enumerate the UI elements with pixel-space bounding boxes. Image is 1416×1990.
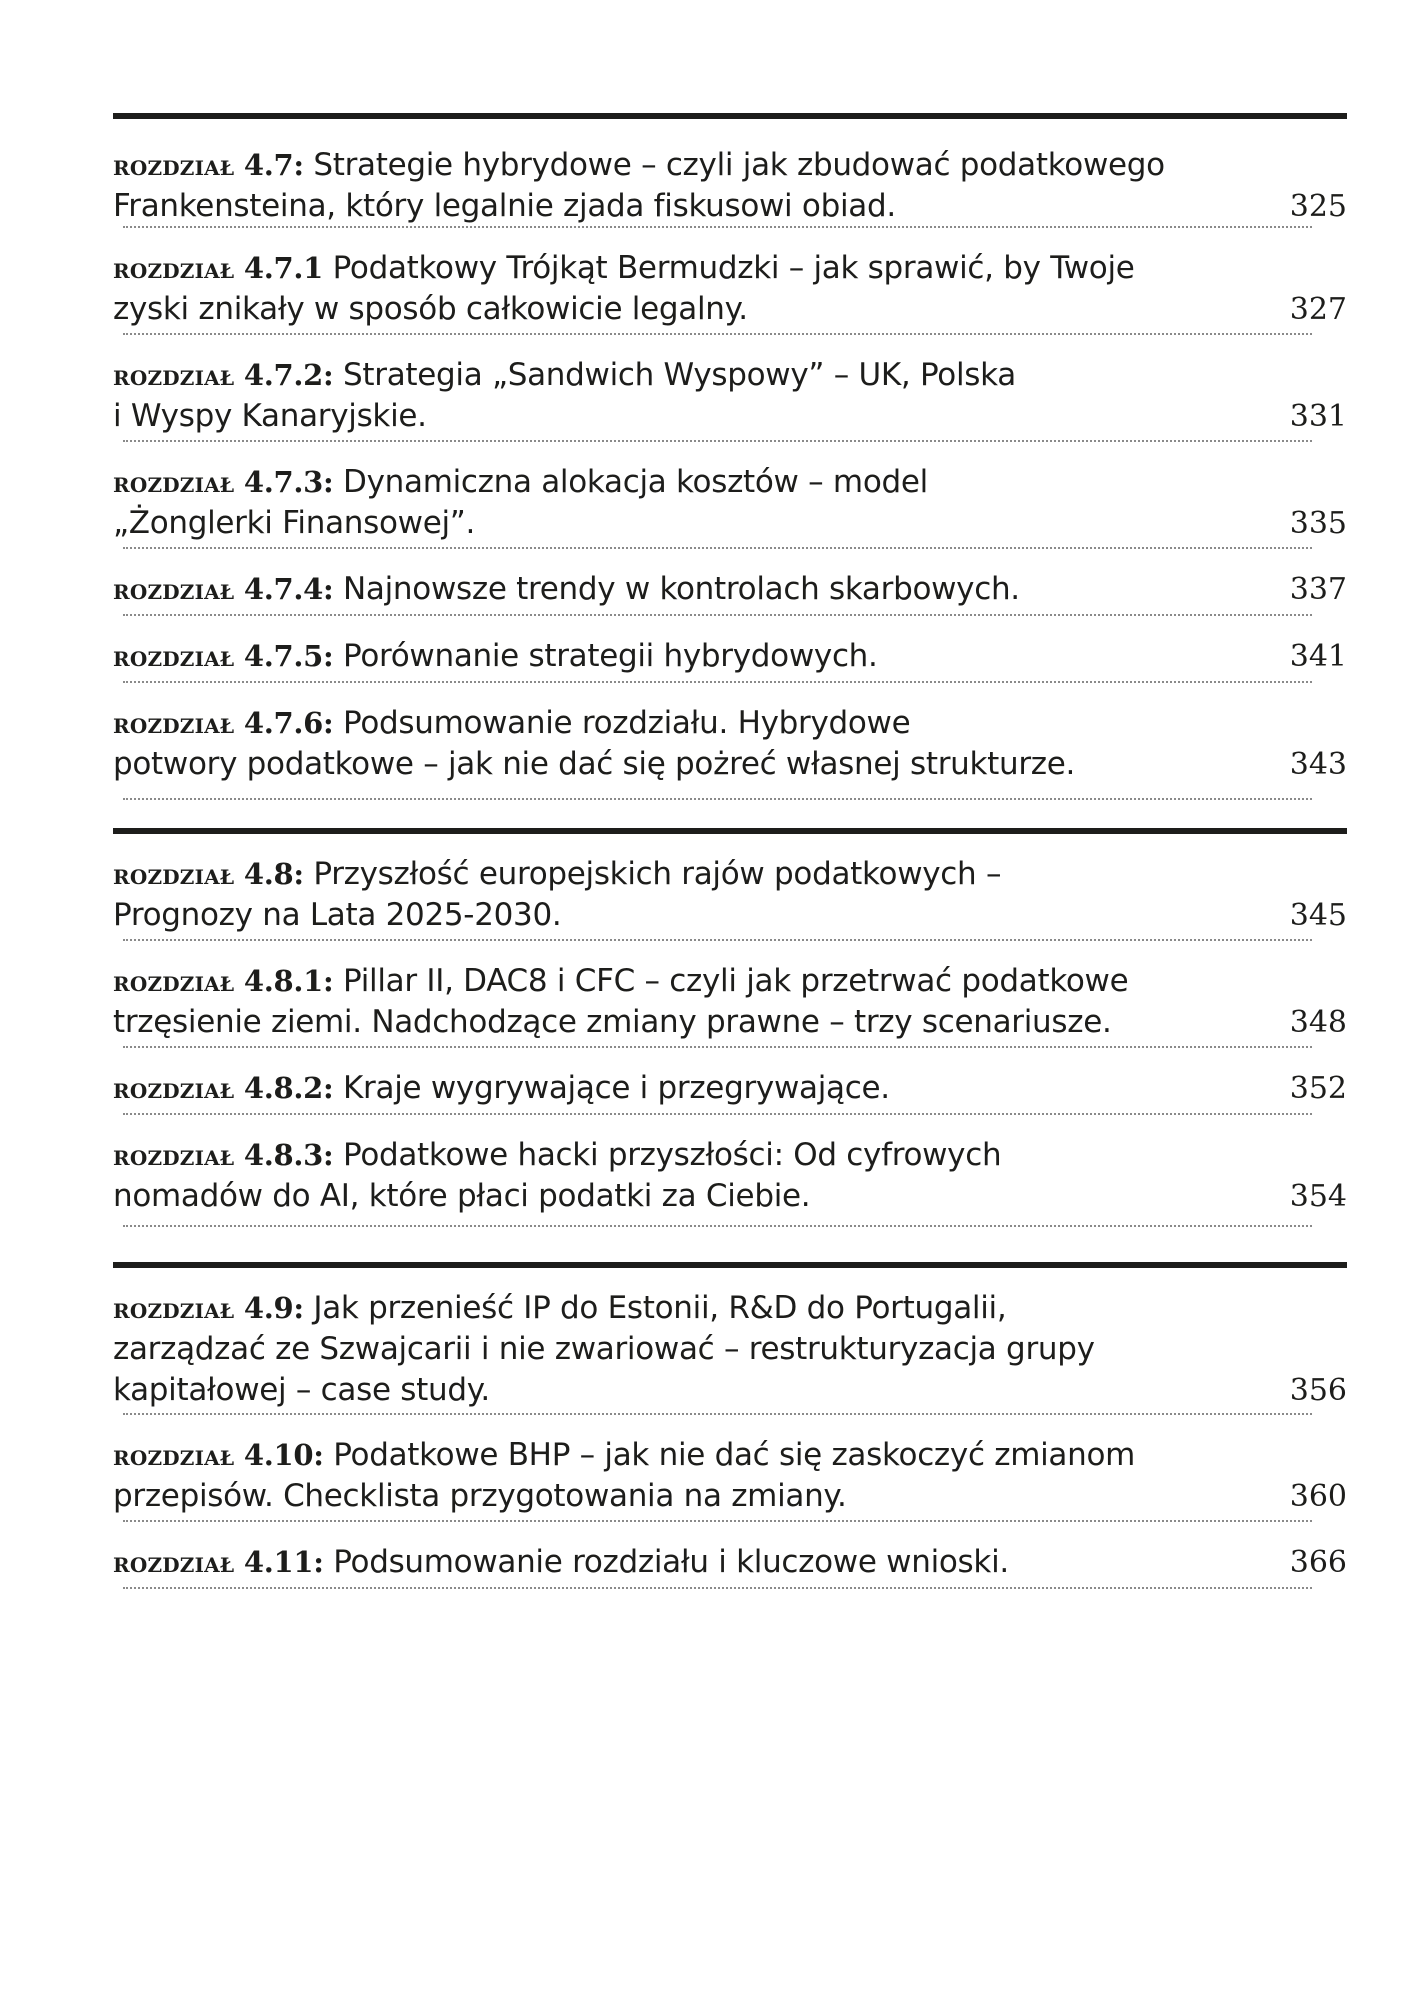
chapter-title-line-1: Strategie hybrydowe – czyli jak zbudować podatkowego	[313, 147, 1165, 183]
toc-entry[interactable]	[113, 854, 1347, 941]
chapter-title-line-1: Dynamiczna alokacja kosztów – model	[343, 464, 928, 500]
chapter-title-line-1: Podatkowy Trójkąt Bermudzki – jak sprawić, by Twoje	[332, 250, 1135, 286]
chapter-number: 4.8.3:	[243, 1138, 334, 1172]
chapter-title-line-2: i Wyspy Kanaryjskie.	[113, 398, 427, 434]
chapter-title-line-2: „Żonglerki Finansowej”.	[113, 505, 476, 541]
page-number: 360	[1289, 1479, 1347, 1514]
page-number: 337	[1289, 572, 1347, 607]
toc-section-1	[113, 113, 1347, 800]
toc-entry[interactable]	[113, 636, 1347, 683]
chapter-title-line-1: Porównanie strategii hybrydowych.	[343, 638, 878, 674]
chapter-title-line-2: Frankensteina, który legalnie zjada fiskusowi obiad.	[113, 188, 896, 224]
chapter-number: 4.7.6:	[243, 706, 334, 740]
chapter-number: 4.11:	[243, 1545, 324, 1579]
page-number: 335	[1289, 506, 1347, 541]
chapter-label: rozdział	[113, 1138, 235, 1172]
chapter-title-line-1: Przyszłość europejskich rajów podatkowych –	[313, 856, 1002, 892]
chapter-number: 4.7.2:	[243, 358, 334, 392]
toc-entry[interactable]	[113, 1135, 1347, 1227]
toc-entry[interactable]	[113, 1068, 1347, 1115]
chapter-title-line-2: potwory podatkowe – jak nie dać się pożreć własnej strukturze.	[113, 746, 1076, 782]
chapter-label: rozdział	[113, 1071, 235, 1105]
chapter-title-line-2: zyski znikały w sposób całkowicie legalny.	[113, 291, 748, 327]
chapter-title-line-1: Podsumowanie rozdziału. Hybrydowe	[343, 705, 911, 741]
toc-entry[interactable]	[113, 703, 1347, 800]
toc-entry[interactable]	[113, 355, 1347, 442]
page-number: 345	[1289, 898, 1347, 933]
chapter-title-line-2: nomadów do AI, które płaci podatki za Ciebie.	[113, 1178, 811, 1214]
page-number: 348	[1289, 1005, 1347, 1040]
chapter-number: 4.7:	[243, 148, 304, 182]
toc-entry[interactable]	[113, 961, 1347, 1048]
toc-entry[interactable]	[113, 1542, 1347, 1589]
chapter-label: rozdział	[113, 857, 235, 891]
chapter-title-line-2: przepisów. Checklista przygotowania na zmiany.	[113, 1478, 847, 1514]
chapter-number: 4.8.1:	[243, 964, 334, 998]
chapter-number: 4.8:	[243, 857, 304, 891]
page-number: 341	[1289, 639, 1347, 674]
page-number: 325	[1289, 189, 1347, 224]
chapter-title-line-1: Podatkowe hacki przyszłości: Od cyfrowych	[343, 1137, 1002, 1173]
toc-entry[interactable]	[113, 462, 1347, 549]
page-number: 356	[1289, 1373, 1347, 1408]
chapter-label: rozdział	[113, 1438, 235, 1472]
chapter-title-line-1: Pillar II, DAC8 i CFC – czyli jak przetrwać podatkowe	[343, 963, 1129, 999]
toc-entry[interactable]	[113, 569, 1347, 616]
page-number: 327	[1289, 292, 1347, 327]
chapter-number: 4.7.5:	[243, 639, 334, 673]
toc-section-3	[113, 1262, 1347, 1589]
toc-entry[interactable]	[113, 248, 1347, 335]
chapter-title-line-1: Podatkowe BHP – jak nie dać się zaskoczyć zmianom	[333, 1437, 1136, 1473]
toc-section-2	[113, 828, 1347, 1227]
chapter-title-line-2: zarządzać ze Szwajcarii i nie zwariować – restrukturyzacja grupy	[113, 1331, 1095, 1367]
chapter-title-line-1: Podsumowanie rozdziału i kluczowe wnioski.	[333, 1544, 1009, 1580]
chapter-label: rozdział	[113, 358, 235, 392]
toc-entry[interactable]	[113, 145, 1347, 228]
page-number: 366	[1289, 1545, 1347, 1580]
chapter-number: 4.7.1	[243, 251, 324, 285]
chapter-title-line-1: Strategia „Sandwich Wyspowy” – UK, Polska	[343, 357, 1016, 393]
page-number: 354	[1289, 1179, 1347, 1214]
chapter-label: rozdział	[113, 1545, 235, 1579]
chapter-title-line-2: trzęsienie ziemi. Nadchodzące zmiany prawne – trzy scenariusze.	[113, 1004, 1112, 1040]
chapter-label: rozdział	[113, 572, 235, 606]
chapter-title-line-1: Najnowsze trendy w kontrolach skarbowych.	[343, 571, 1020, 607]
page-number: 352	[1289, 1071, 1347, 1106]
chapter-title-line-1: Kraje wygrywające i przegrywające.	[343, 1070, 890, 1106]
chapter-number: 4.10:	[243, 1438, 324, 1472]
chapter-label: rozdział	[113, 639, 235, 673]
chapter-label: rozdział	[113, 251, 235, 285]
chapter-label: rozdział	[113, 706, 235, 740]
chapter-label: rozdział	[113, 964, 235, 998]
chapter-number: 4.7.3:	[243, 465, 334, 499]
chapter-title-line-1: Jak przenieść IP do Estonii, R&D do Portugalii,	[313, 1290, 1007, 1326]
chapter-title-line-3: kapitałowej – case study.	[113, 1372, 490, 1408]
chapter-title-line-2: Prognozy na Lata 2025-2030.	[113, 897, 562, 933]
page-number: 343	[1289, 747, 1347, 782]
chapter-label: rozdział	[113, 148, 235, 182]
toc-entry[interactable]	[113, 1288, 1347, 1415]
chapter-label: rozdział	[113, 465, 235, 499]
chapter-number: 4.7.4:	[243, 572, 334, 606]
chapter-number: 4.8.2:	[243, 1071, 334, 1105]
toc-entry[interactable]	[113, 1435, 1347, 1522]
page-number: 331	[1289, 399, 1347, 434]
chapter-label: rozdział	[113, 1291, 235, 1325]
chapter-number: 4.9:	[243, 1291, 304, 1325]
